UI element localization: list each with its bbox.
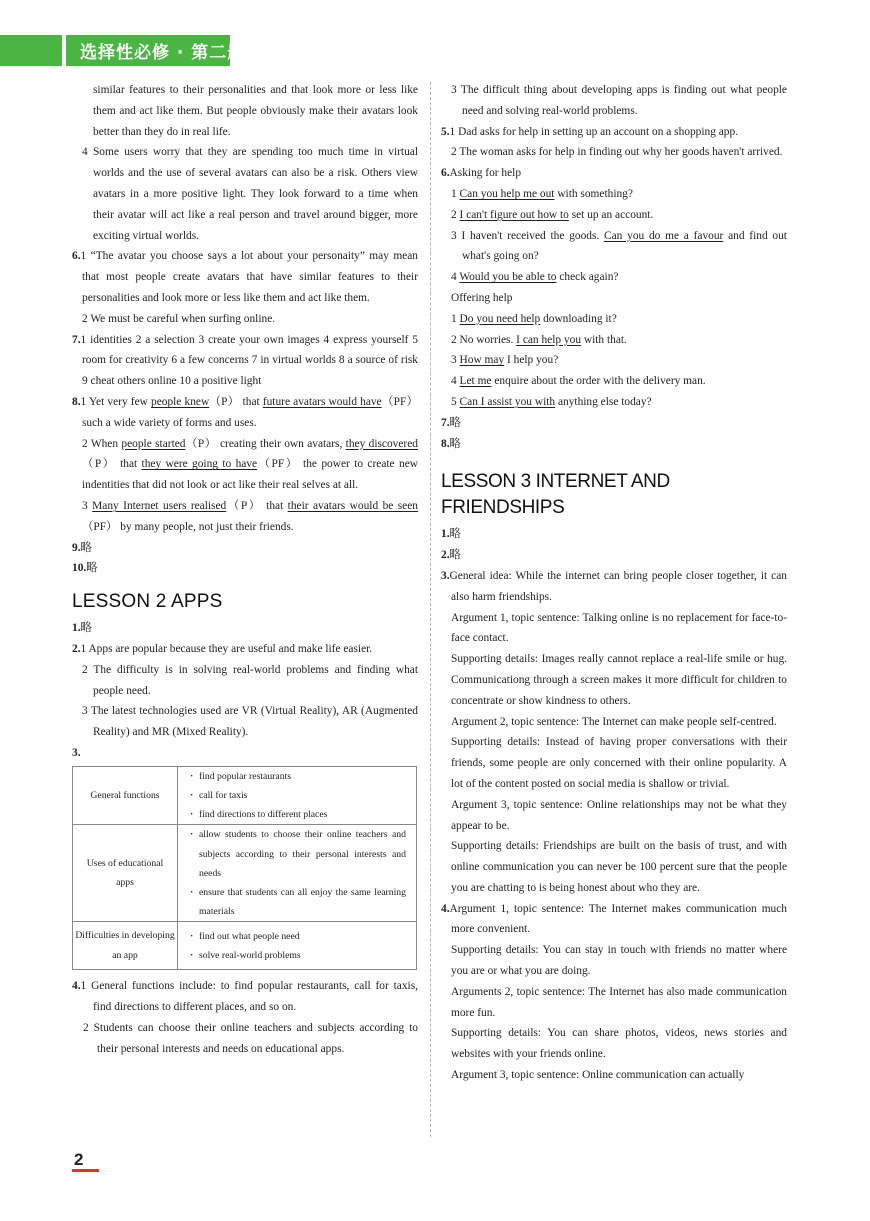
subheading: Asking for help <box>449 167 522 180</box>
underlined-phrase: people knew <box>151 395 210 408</box>
column-divider <box>430 82 431 1137</box>
table-bullet: · call for taxis <box>190 786 406 805</box>
text-run: 3 I haven't received the goods. <box>451 229 605 242</box>
answer-number: 4. <box>441 902 450 915</box>
underlined-phrase: How may <box>459 354 505 367</box>
table-bullet: · ensure that students can all enjoy the same learning materials <box>190 883 406 921</box>
header-title: 选择性必修 · 第二册 <box>80 43 246 63</box>
text-run: 1 <box>451 187 460 200</box>
l2-answer-5-1 <box>441 122 787 143</box>
answer-number: 10. <box>72 562 87 575</box>
text-run: with something? <box>554 187 633 200</box>
answer-text: Argument 1, topic sentence: The Internet makes communication much more convenient. <box>449 902 787 936</box>
l3-answer-3-para: Supporting details: Images really cannot replace a real-life smile or hug. Communicationg through a screen makes it more difficult for children to concentrate or show kindness to others. <box>451 653 787 707</box>
answer-7 <box>72 330 418 392</box>
l2-answer-5-2: 2 The woman asks for help in finding out why her goods haven't arrived. <box>451 146 783 159</box>
table-row <box>73 825 417 922</box>
answer-text: 略 <box>80 541 92 554</box>
underlined-phrase: they were going to have <box>141 458 258 471</box>
answer-text: 略 <box>449 437 461 450</box>
answer-9 <box>72 538 418 559</box>
answer-number: 8. <box>441 437 450 450</box>
table-bullet: · find popular restaurants <box>190 767 406 786</box>
l2-answer-3 <box>72 743 418 764</box>
answer-text: 略 <box>80 622 92 635</box>
answer-6-2: 2 We must be careful when surfing online. <box>82 312 276 325</box>
asking-item <box>441 184 787 205</box>
functions-table <box>72 766 417 971</box>
text-run: 2 When <box>82 437 122 450</box>
underlined-phrase: I can't figure out how to <box>459 208 569 221</box>
l2-answer-6 <box>441 163 787 184</box>
lesson-2-heading: LESSON 2 APPS <box>72 591 223 613</box>
text-run: 3 <box>82 499 93 512</box>
l2-answer-1 <box>72 618 418 639</box>
underlined-phrase: Can I assist you with <box>459 395 556 408</box>
text-run: （PF） such a wide variety of forms and uses. <box>82 395 418 429</box>
page-number: 2 <box>74 1150 84 1169</box>
underlined-phrase: Can you do me a favour <box>604 229 724 242</box>
asking-item <box>441 205 787 226</box>
text-run: and find out what's going on? <box>462 229 787 263</box>
text-run: 1 <box>451 312 460 325</box>
table-row-label: Difficulties in developing an app <box>73 922 178 970</box>
table-row-items <box>178 766 417 825</box>
answer-8-1 <box>72 392 418 434</box>
l2-answer-7 <box>441 413 787 434</box>
answer-text: 1 General functions include: to find popular restaurants, call for taxis, find directions to different places, and so on. <box>80 980 418 1014</box>
text-run: 4 <box>451 271 460 284</box>
answer-number: 3. <box>441 569 450 582</box>
offering-item <box>441 330 787 351</box>
answer-text: 1 “The avatar you choose says a lot about your personaity” may mean that most people create avatars that have similar features to their personalities and look more or less like them and act like them. <box>80 250 418 304</box>
text-run: downloading it? <box>540 312 617 325</box>
q5-cont-item-4: 4 Some users worry that they are spending too much time in virtual worlds and the use of several avatars can also be a risk. Others view avatars in a more positive light. They look forward to a time when their avatar will act like a real person and travel around bigger, more exciting virtual worlds. <box>82 146 418 242</box>
answer-number: 1. <box>72 622 81 635</box>
table-bullet: · find directions to different places <box>190 805 406 824</box>
answer-number: 2. <box>72 642 81 655</box>
text-run: anything else today? <box>555 395 652 408</box>
answer-number: 5. <box>441 125 450 138</box>
underlined-phrase: Let me <box>459 375 492 388</box>
l2-answer-4-3: 3 The difficult thing about developing apps is finding out what people need and solving real-world problems. <box>451 84 787 117</box>
table-bullet: · find out what people need <box>190 927 406 946</box>
underlined-phrase: people started <box>121 437 186 450</box>
l3-answer-4-para: Arguments 2, topic sentence: The Internet has also made communication more fun. <box>451 985 787 1019</box>
text-run: set up an account. <box>568 208 654 221</box>
offering-item <box>441 350 787 371</box>
left-column <box>72 80 418 1060</box>
table-row-label: General functions <box>73 766 178 825</box>
text-run: 1 Yet very few <box>80 395 151 408</box>
header-bar <box>0 35 246 66</box>
l3-answer-3-para: Argument 1, topic sentence: Talking online is no replacement for face-to-face contact. <box>451 611 787 645</box>
answer-text: 略 <box>449 528 461 541</box>
answer-number: 7. <box>72 333 81 346</box>
underlined-phrase: Would you be able to <box>459 271 557 284</box>
text-run: I help you? <box>504 354 559 367</box>
underlined-phrase: Do you need help <box>459 312 541 325</box>
answer-number: 8. <box>72 395 81 408</box>
l3-answer-4-para: Supporting details: You can stay in touch with friends no matter where you are or what you are doing. <box>451 944 787 978</box>
text-run: with that. <box>581 333 627 346</box>
text-run: 5 <box>451 395 460 408</box>
answer-text: 略 <box>449 416 461 429</box>
answer-number: 9. <box>72 541 81 554</box>
text-run: 3 <box>451 354 460 367</box>
table-bullet: · solve real-world problems <box>190 946 406 965</box>
text-run: （PF） by many people, not just their friends. <box>82 520 294 533</box>
table-row-items <box>178 922 417 970</box>
underlined-phrase: their avatars would be seen <box>287 499 418 512</box>
answer-number: 7. <box>441 416 450 429</box>
table-bullet: · allow students to choose their online teachers and subjects according to their personal interests and needs <box>190 825 406 883</box>
offering-item <box>441 392 787 413</box>
page-number-underline <box>72 1169 99 1172</box>
answer-8-3 <box>72 496 418 538</box>
text-run: 2 No worries. <box>451 333 517 346</box>
l3-answer-3 <box>441 566 787 608</box>
text-run: enquire about the order with the delivery man. <box>491 375 706 388</box>
answer-10 <box>72 558 418 579</box>
l2-answer-4-2: 2 Students can choose their online teachers and subjects according to their personal interests and needs on educational apps. <box>83 1021 418 1055</box>
l3-answer-2 <box>441 545 787 566</box>
answer-number: 4. <box>72 980 81 993</box>
answer-number: 6. <box>72 250 81 263</box>
answer-number: 6. <box>441 167 450 180</box>
offering-subheading: Offering help <box>451 291 513 304</box>
l3-answer-4-para: Supporting details: You can share photos, videos, news stories and websites with your friends online. <box>451 1027 787 1061</box>
text-run: （P） creating their own avatars, <box>185 437 346 450</box>
underlined-phrase: future avatars would have <box>262 395 382 408</box>
table-row <box>73 766 417 825</box>
text-run: check again? <box>556 271 619 284</box>
right-column <box>441 80 787 1086</box>
lesson-3-heading: LESSON 3 INTERNET AND FRIENDSHIPS <box>441 471 670 519</box>
answer-text: 1 Apps are popular because they are useful and make life easier. <box>80 642 373 655</box>
table-row-label: Uses of educational apps <box>73 825 178 922</box>
answer-number: 3. <box>72 746 81 759</box>
underlined-phrase: I can help you <box>516 333 582 346</box>
offering-item <box>441 309 787 330</box>
l2-answer-2-1 <box>72 639 418 660</box>
l2-answer-2-3: 3 The latest technologies used are VR (Virtual Reality), AR (Augmented Reality) and MR (Mixed Reality). <box>82 705 418 739</box>
underlined-phrase: Many Internet users realised <box>92 499 227 512</box>
answer-text: 1 Dad asks for help in setting up an account on a shopping app. <box>449 125 739 138</box>
table-row <box>73 922 417 970</box>
l2-answer-2-2: 2 The difficulty is in solving real-world problems and finding what people need. <box>82 663 418 697</box>
answer-number: 1. <box>441 528 450 541</box>
offering-item <box>441 371 787 392</box>
text-run: （P） that <box>82 458 142 471</box>
answer-text: 略 <box>86 562 98 575</box>
answer-number: 2. <box>441 549 450 562</box>
text-run: 2 <box>451 208 460 221</box>
q5-cont-para: similar features to their personalities and that look more or less like them and act like them. But people obviously make their avatars look better than they do in real life. <box>93 84 418 138</box>
table-row-items <box>178 825 417 922</box>
text-run: （P） that <box>226 499 288 512</box>
text-run: 4 <box>451 375 460 388</box>
l2-answer-4-1 <box>72 976 418 1018</box>
l3-answer-3-para: Argument 3, topic sentence: Online relationships may not be what they appear to be. <box>451 798 787 832</box>
asking-item <box>441 267 787 288</box>
underlined-phrase: they discovered <box>345 437 418 450</box>
asking-item <box>441 226 787 268</box>
answer-6 <box>72 246 418 308</box>
text-run: （P） that <box>209 395 263 408</box>
l3-answer-3-para: Supporting details: Friendships are built on the basis of trust, and with online communication you can never be 100 percent sure that the people you are chatting to is being honest about who they are. <box>451 840 787 894</box>
underlined-phrase: Can you help me out <box>459 187 555 200</box>
answer-text: General idea: While the internet can bring people closer together, it can also harm friendships. <box>449 569 787 603</box>
l3-answer-4 <box>441 899 787 941</box>
l3-answer-1 <box>441 524 787 545</box>
answer-text: 略 <box>449 549 461 562</box>
l3-answer-4-para: Argument 3, topic sentence: Online communication can actually <box>451 1069 745 1082</box>
answer-text: 1 identities 2 a selection 3 create your own images 4 express yourself 5 room for creativity 6 a few concerns 7 in virtual worlds 8 a source of risk 9 cheat others online 10 a positive light <box>80 333 418 388</box>
text-run: （PF） the power to create new indentities that did not look or act like their real selves at all. <box>82 458 418 492</box>
l2-answer-8 <box>441 434 787 455</box>
answer-8-2 <box>72 434 418 496</box>
l3-answer-3-para: Supporting details: Instead of having proper conversations with their friends, some people are only concerned with their online popularity. A lot of the content posted on social media is shallow or trivial. <box>451 736 787 790</box>
l3-answer-3-para: Argument 2, topic sentence: The Internet can make people self-centred. <box>451 715 777 728</box>
